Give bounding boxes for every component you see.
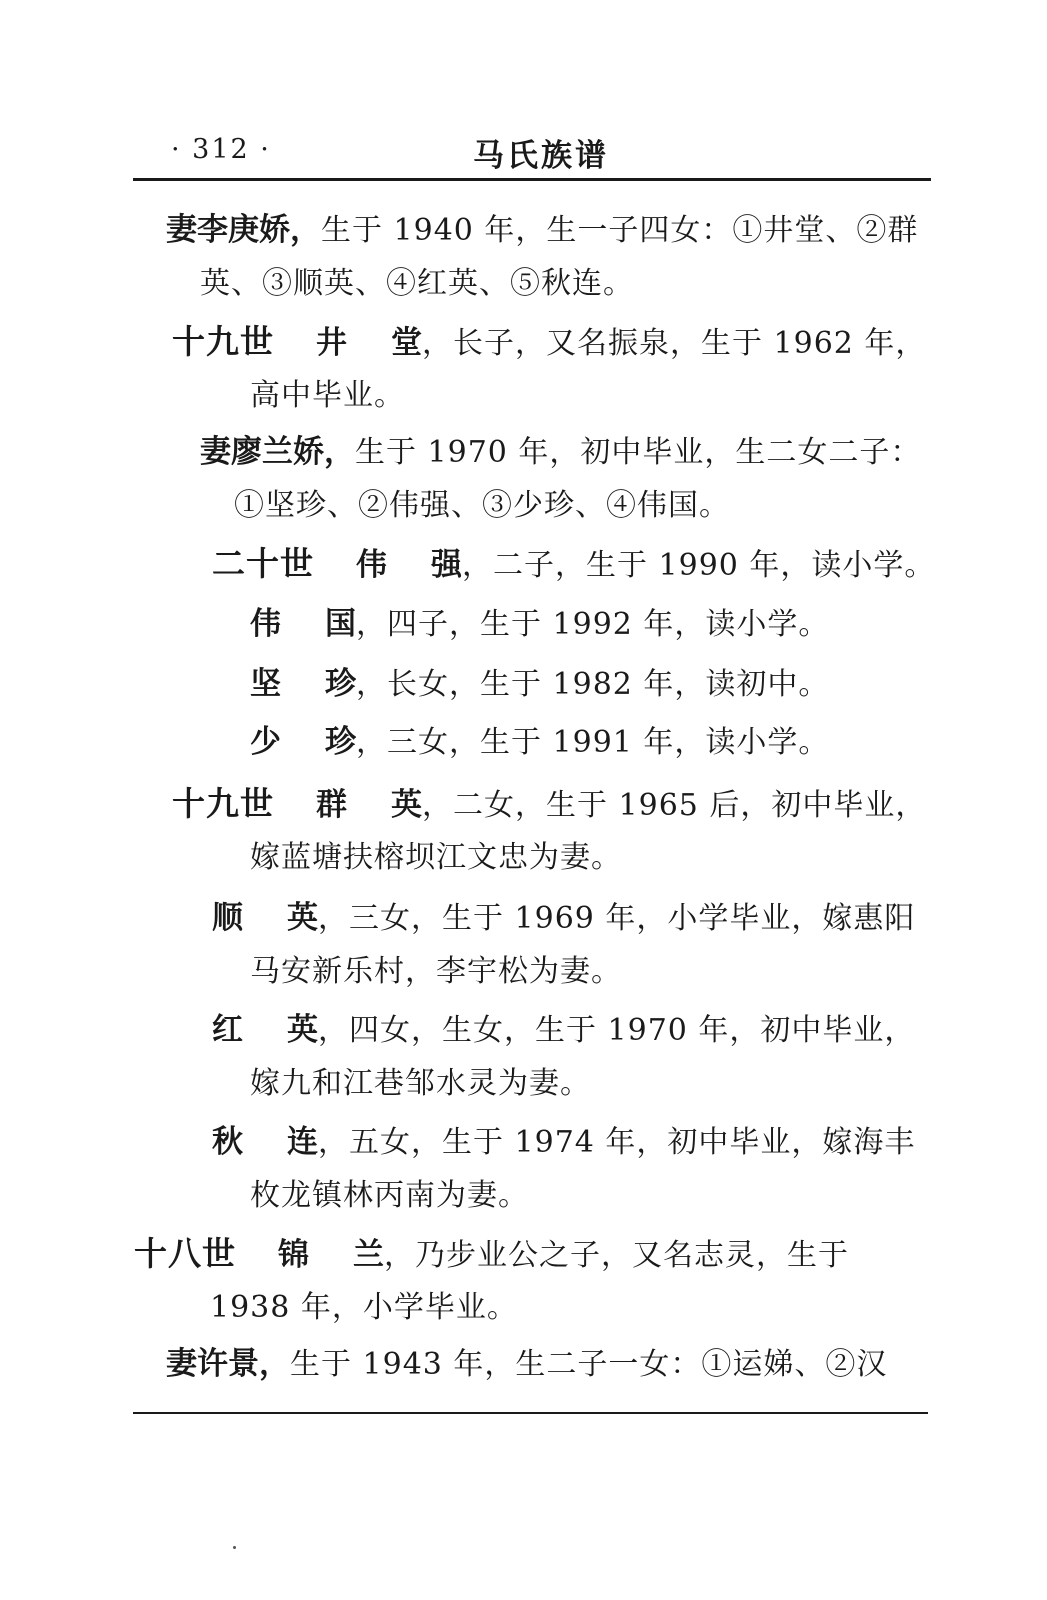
generation-label: 二十世	[212, 544, 314, 583]
entry-line	[166, 210, 918, 251]
entry-line	[200, 432, 921, 473]
person-name: 红英	[212, 1012, 362, 1048]
spouse-name: 妻李庚娇，	[166, 212, 321, 248]
entry-line	[212, 898, 915, 939]
generation-label: 十八世	[134, 1234, 236, 1273]
entry-text: 英、③顺英、④红英、⑤秋连。	[200, 266, 634, 301]
entry-line	[212, 544, 935, 586]
entry-line	[250, 1176, 529, 1216]
entry-text: 嫁九和江巷邹水灵为妻。	[250, 1066, 591, 1101]
person-name: 伟强	[356, 547, 506, 583]
entry-text: 嫁蓝塘扶榕坝江文忠为妻。	[250, 840, 622, 875]
person-name: 群英	[316, 787, 466, 823]
paper-speck	[233, 1546, 236, 1549]
entry-text: ，五女，生于 1974 年，初中毕业，嫁海丰	[318, 1125, 916, 1160]
entry-line	[212, 1122, 915, 1163]
footer-rule	[133, 1412, 928, 1414]
page-number: · 312 ·	[171, 134, 271, 165]
page-header	[133, 128, 931, 178]
spouse-name: 妻许景，	[166, 1346, 290, 1382]
entry-line	[250, 376, 405, 416]
entry-line	[210, 1288, 518, 1328]
entry-line	[250, 604, 829, 645]
person-name: 少珍	[250, 724, 400, 760]
entry-text: 枚龙镇林丙南为妻。	[250, 1178, 529, 1213]
entry-text: 马安新乐村，李宇松为妻。	[250, 954, 622, 989]
header-rule	[133, 178, 931, 181]
book-title: 马氏族谱	[473, 138, 609, 174]
person-name: 顺英	[212, 900, 362, 936]
entry-line	[134, 1234, 849, 1276]
entry-text: ，三女，生于 1969 年，小学毕业，嫁惠阳	[318, 901, 916, 936]
entry-text: ，三女，生于 1991 年，读小学。	[356, 725, 830, 760]
entry-text: ，四子，生于 1992 年，读小学。	[356, 607, 830, 642]
entry-text: ①坚珍、②伟强、③少珍、④伟国。	[234, 488, 730, 523]
entry-line	[212, 1010, 915, 1051]
entry-line	[250, 838, 622, 878]
person-name: 坚珍	[250, 666, 400, 702]
entry-line	[172, 322, 926, 364]
entry-line	[250, 952, 622, 992]
entry-line	[200, 264, 634, 304]
person-name: 伟国	[250, 606, 400, 642]
entry-line	[250, 722, 829, 763]
entry-text: ，长子，又名振泉，生于 1962 年，	[422, 326, 927, 361]
entry-text: 1938 年，小学毕业。	[210, 1290, 518, 1325]
generation-label: 十九世	[172, 322, 274, 361]
entry-line	[234, 486, 730, 526]
entry-text: ，长女，生于 1982 年，读初中。	[356, 667, 830, 702]
person-name: 锦兰	[278, 1237, 428, 1273]
entry-text: 生于 1943 年，生二子一女：①运娣、②汉	[290, 1347, 888, 1382]
entry-text: 生于 1940 年，生一子四女：①井堂、②群	[321, 213, 919, 248]
person-name: 井堂	[316, 325, 466, 361]
entry-text: ，四女，生女，生于 1970 年，初中毕业，	[318, 1013, 916, 1048]
entry-line	[166, 1344, 887, 1385]
entry-line	[250, 664, 829, 705]
entry-text: ，乃步业公之子，又名志灵，生于	[384, 1238, 849, 1273]
entry-text: 生于 1970 年，初中毕业，生二女二子：	[355, 435, 922, 470]
person-name: 秋连	[212, 1124, 362, 1160]
entry-text: ，二女，生于 1965 后，初中毕业，	[422, 788, 927, 823]
spouse-name: 妻廖兰娇，	[200, 434, 355, 470]
entry-line	[172, 784, 926, 826]
generation-label: 十九世	[172, 784, 274, 823]
entry-line	[250, 1064, 591, 1104]
entry-text: 高中毕业。	[250, 378, 405, 413]
entry-text: ，二子，生于 1990 年，读小学。	[462, 548, 936, 583]
